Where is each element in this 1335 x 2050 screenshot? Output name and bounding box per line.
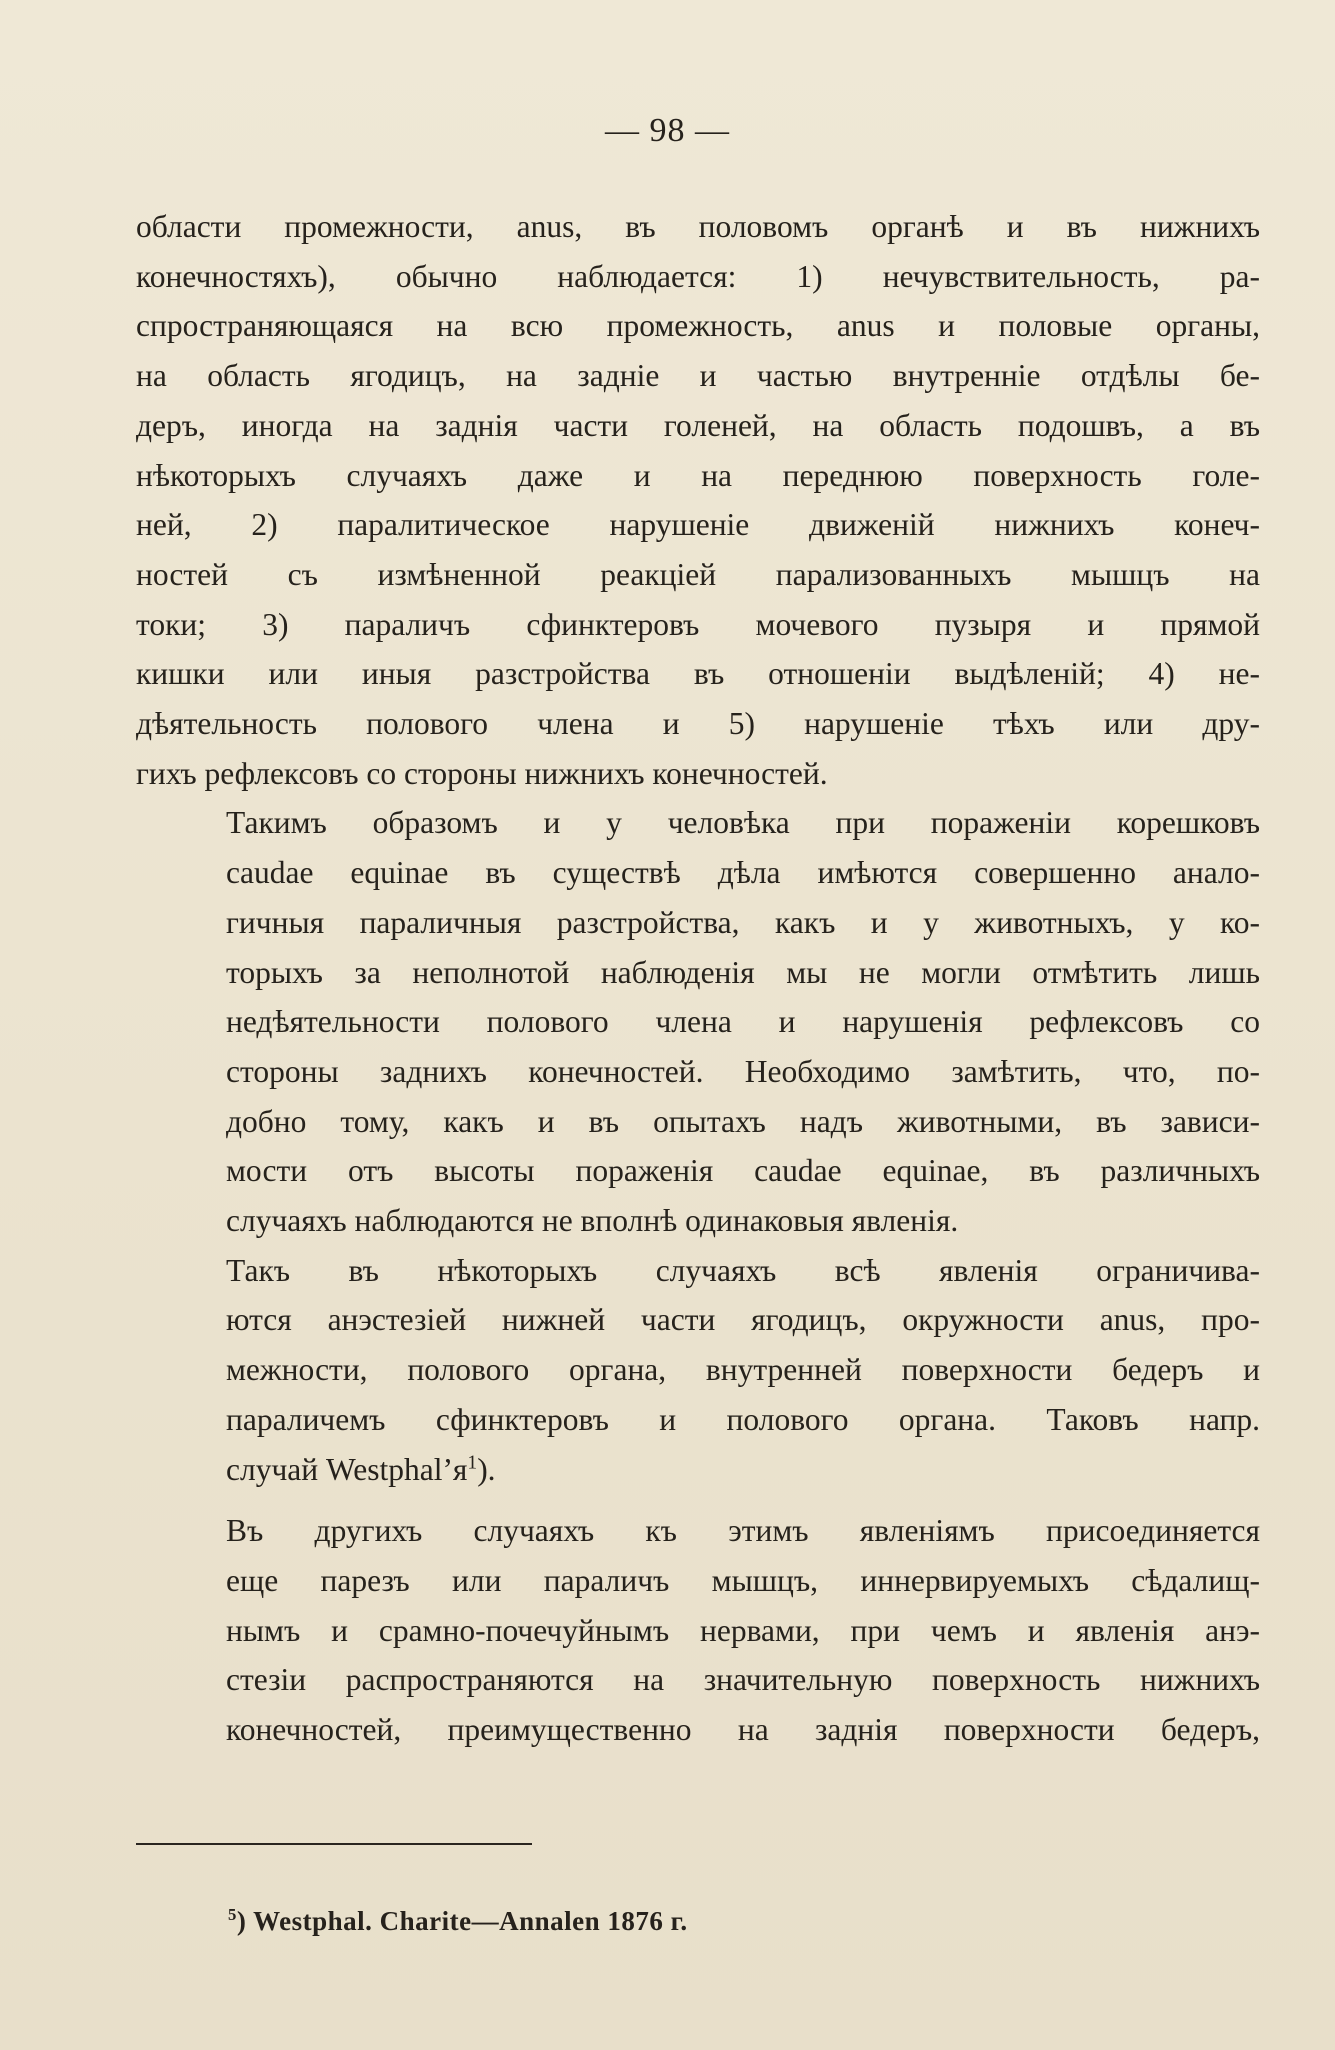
text-line: ностей съ измѣненной реакцiей парализованныхъ мышцъ на [136,556,1260,592]
text-line: ней, 2) паралитическое нарушенiе движенiй нижнихъ конеч- [136,507,1260,543]
footnote-marker: 5 [228,1905,237,1924]
text-line: Въ другихъ случаяхъ къ этимъ явленiямъ присоединяется [226,1513,1260,1549]
paragraph-4 [136,1506,1260,1755]
text-line: параличемъ сфинктеровъ и полового органа. Таковъ напр. [226,1401,1260,1437]
paragraph-1 [136,202,1260,798]
text-line: деръ, иногда на заднiя части голеней, на область подошвъ, а въ [136,407,1260,443]
text-line: кишки или иныя разстройства въ отношенiи выдѣленiй; 4) не- [136,656,1260,692]
text-line [136,1445,1260,1495]
page-number: — 98 — [605,112,730,149]
text-line: гихъ рефлексовъ со стороны нижнихъ конечностей. [136,755,828,791]
text-line: области промежности, anus, въ половомъ органѣ и въ нижнихъ [136,209,1260,244]
footnote-text: ) Westphal. Charite—Annalen 1876 г. [236,1906,688,1936]
text-line: межности, полового органа, внутренней поверхности бедеръ и [226,1352,1260,1388]
footnote-divider [136,1843,532,1845]
text-line: на область ягодицъ, на заднiе и частью внутреннiе отдѣлы бе- [136,358,1260,394]
footnote [228,1906,688,1937]
text-line: Такимъ образомъ и у человѣка при пораженiи корешковъ [226,805,1260,841]
text-line: недѣятельности полового члена и нарушенiя рефлексовъ со [226,1004,1260,1040]
text-line: спространяющаяся на всю промежность, anus и половые органы, [136,308,1260,344]
text-line: caudae equinae въ существѣ дѣла имѣются совершенно анало- [226,855,1260,891]
text-line: конечностей, преимущественно на заднiя поверхности бедеръ, [226,1712,1260,1748]
text-line: дѣятельность полового члена и 5) нарушенiе тѣхъ или дру- [136,706,1260,742]
text-line: добно тому, какъ и въ опытахъ надъ животными, въ зависи- [226,1103,1260,1139]
text-line: еще парезъ или параличъ мышцъ, иннервируемыхъ сѣдалищ- [226,1562,1260,1598]
text-line: Такъ въ нѣкоторыхъ случаяхъ всѣ явленiя ограничива- [226,1252,1260,1288]
text-line: конечностяхъ), обычно наблюдается: 1) нечувствительность, ра- [136,258,1260,294]
text-line: стезiи распространяются на значительную поверхность нижнихъ [226,1662,1260,1698]
text-line: гичныя параличныя разстройства, какъ и у животныхъ, у ко- [226,904,1260,940]
text-line: торыхъ за неполнотой наблюденiя мы не могли отмѣтить лишь [226,954,1260,990]
text-line: мости отъ высоты пораженiя caudae equinae, въ различныхъ [226,1153,1260,1189]
paragraph-2 [136,798,1260,1245]
footnote-reference: 1 [467,1452,478,1474]
body-text [136,202,1260,1755]
paragraph-3 [136,1246,1260,1495]
text-line: стороны заднихъ конечностей. Необходимо замѣтить, что, по- [226,1053,1260,1089]
text-line: нѣкоторыхъ случаяхъ даже и на переднюю поверхность голе- [136,457,1260,493]
text-line: случаяхъ наблюдаются не вполнѣ одинаковыя явленiя. [226,1203,959,1239]
text-line: токи; 3) параличъ сфинктеровъ мочевого пузыря и прямой [136,606,1260,642]
text-line-tail: ). [477,1451,496,1487]
text-line-content: случай Westphal’я [226,1451,468,1487]
text-line: нымъ и срамно-почечуйнымъ нервами, при чемъ и явленiя анэ- [226,1612,1260,1648]
text-line: ются анэстезiей нижней части ягодицъ, окружности anus, про- [226,1302,1260,1338]
